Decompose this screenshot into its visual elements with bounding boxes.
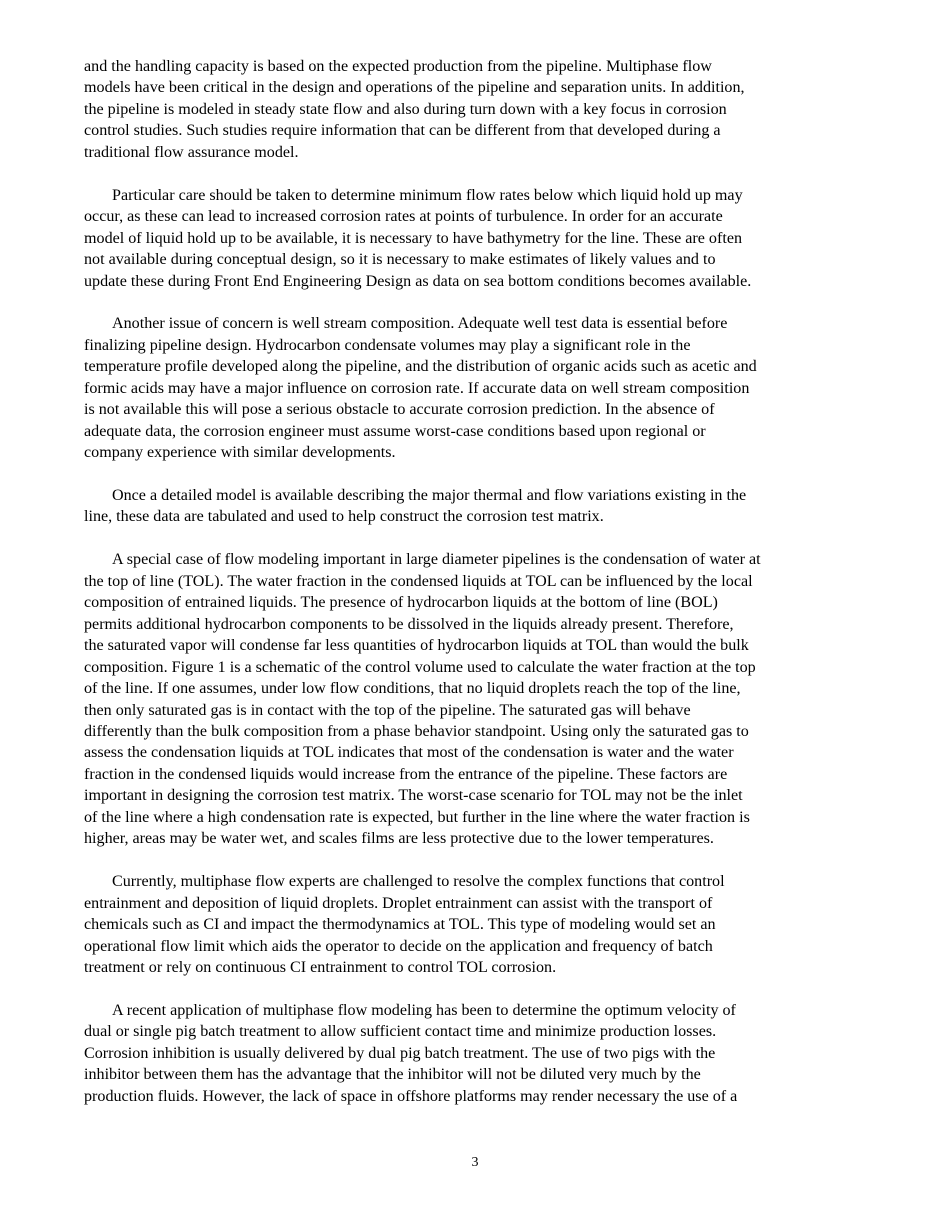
paragraph-continuation: and the handling capacity is based on the expected production from the pipeline. Multiphase flow models have been critical in the design and operations of the pipeline and separation units. In addition, the pipeline is modeled in steady state flow and also during turn down with a key focus in corrosion control studies. Such studies require information that can be different from that developed during a traditional flow assurance model. bbox=[84, 58, 745, 161]
paragraph-liquid-hold-up: Particular care should be taken to determine minimum flow rates below which liquid hold up may occur, as these can lead to increased corrosion rates at points of turbulence. In order for an accurate model of liquid hold up to be available, it is necessary to have bathymetry for the line. These are often not available during conceptual design, so it is necessary to make estimates of likely values and to update these during Front End Engineering Design as data on sea bottom conditions becomes available. bbox=[84, 186, 752, 290]
paragraph-well-stream-composition: Another issue of concern is well stream composition. Adequate well test data is essential before finalizing pipeline design. Hydrocarbon condensate volumes may play a significant role in the temperature profile developed along the pipeline, and the distribution of organic acids such as acetic and formic acids may have a major influence on corrosion rate. If accurate data on well stream composition is not available this will pose a serious obstacle to accurate corrosion prediction. In the absence of adequate data, the corrosion engineer must assume worst-case conditions based upon regional or company experience with similar developments. bbox=[84, 315, 757, 462]
paragraph-detailed-model: Once a detailed model is available describing the major thermal and flow variations existing in the line, these data are tabulated and used to help construct the corrosion test matrix. bbox=[84, 487, 747, 526]
document-page bbox=[84, 56, 874, 1129]
page-number: 3 bbox=[471, 1155, 479, 1170]
paragraph-droplet-entrainment: Currently, multiphase flow experts are challenged to resolve the complex functions that control entrainment and deposition of liquid droplets. Droplet entrainment can assist with the transport of chemicals such as CI and impact the thermodynamics at TOL. This type of modeling would set an operational flow limit which aids the operator to decide on the application and frequency of batch treatment or rely on continuous CI entrainment to control TOL corrosion. bbox=[84, 873, 725, 976]
paragraph-batch-treatment: A recent application of multiphase flow modeling has been to determine the optimum velocity of dual or single pig batch treatment to allow sufficient contact time and minimize production losses. Corrosion inhibition is usually delivered by dual pig batch treatment. The use of two pigs with the inhibitor between them has the advantage that the inhibitor will not be diluted very much by the production fluids. However, the lack of space in offshore platforms may render necessary the use of a bbox=[84, 1001, 738, 1105]
paragraph-top-of-line: A special case of flow modeling important in large diameter pipelines is the condensation of water at the top of line (TOL). The water fraction in the condensed liquids at TOL can be influenced by the local composition of entrained liquids. The presence of hydrocarbon liquids at the bottom of line (BOL) permits additional hydrocarbon components to be dissolved in the liquids already present. Therefore, the saturated vapor will condense far less quantities of hydrocarbon liquids at TOL than would the bulk composition. Figure 1 is a schematic of the control volume used to calculate the water fraction at the top of the line. If one assumes, under low flow conditions, that no liquid droplets reach the top of the line, then only saturated gas is in contact with the top of the pipeline. The saturated gas will behave differently than the bulk composition from a phase behavior standpoint. Using only the saturated gas to assess the condensation liquids at TOL indicates that most of the condensation is water and the water fraction in the condensed liquids would increase from the entrance of the pipeline. These factors are important in designing the corrosion test matrix. The worst-case scenario for TOL may not be the inlet of the line where a high condensation rate is expected, but further in the line where the water fraction is higher, areas may be water wet, and scales films are less protective due to the lower temperatures. bbox=[84, 551, 761, 848]
